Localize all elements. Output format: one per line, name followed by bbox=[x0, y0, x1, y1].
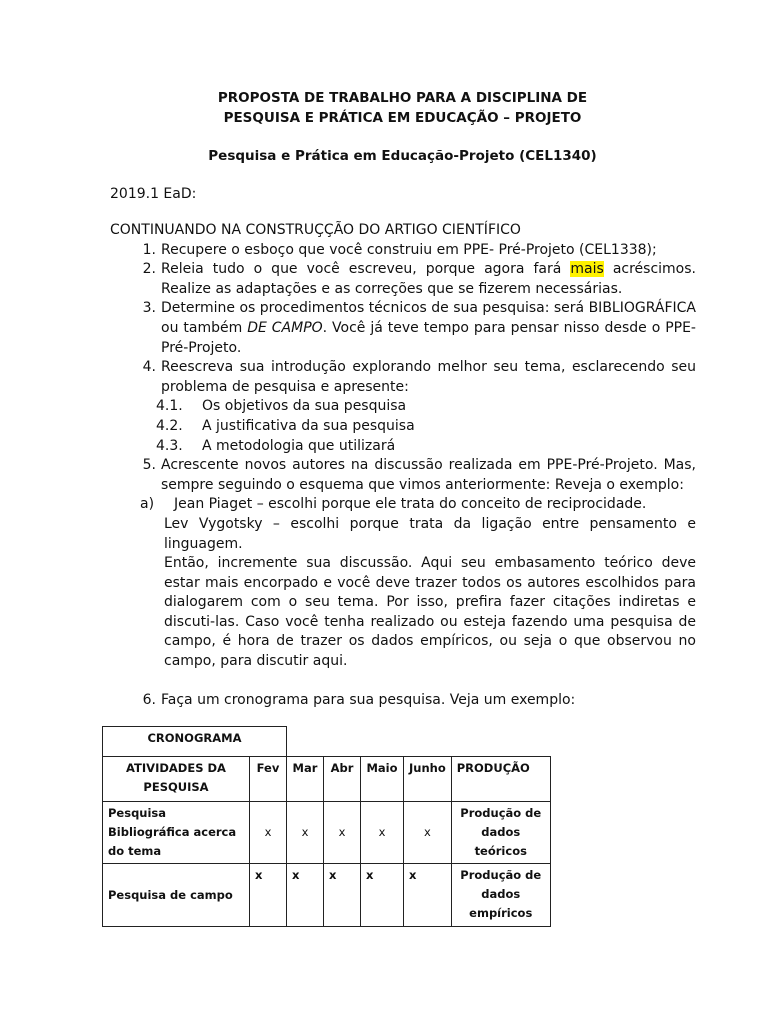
header-cell: Junho bbox=[404, 757, 452, 802]
instructions-body bbox=[110, 221, 696, 711]
document-title bbox=[110, 88, 695, 128]
section-heading: CONTINUANDO NA CONSTRUÇÇÃO DO ARTIGO CIENTÍFICO bbox=[110, 222, 521, 238]
list-number: 2. bbox=[142, 261, 156, 278]
header-cell: Abr bbox=[324, 757, 361, 802]
header-cell: Fev bbox=[250, 757, 287, 802]
lettered-item: a) Jean Piaget – escolhi porque ele trata do conceito de reciprocidade. bbox=[140, 496, 647, 513]
list-number: 4. bbox=[142, 359, 156, 376]
italic-text: DE CAMPO bbox=[247, 319, 323, 336]
semester-label: 2019.1 EaD: bbox=[110, 186, 197, 202]
list-item bbox=[110, 691, 696, 711]
activity-cell: Pesquisa Bibliográfica acerca do tema bbox=[103, 802, 250, 864]
list-text: Determine os procedimentos técnicos de sua pesquisa: será BIBLIOGRÁFICA ou também DE CAMPO. Você já teve tempo para pensar nisso desde o PPE-Pré-Projeto. bbox=[161, 300, 696, 356]
highlighted-word: mais bbox=[570, 261, 604, 278]
list-text: Releia tudo o que você escreveu, porque agora fará mais acréscimos. Realize as adaptações e as correções que se fizerem necessárias. bbox=[161, 261, 696, 297]
list-item bbox=[110, 456, 696, 495]
title-line-2: PESQUISA E PRÁTICA EM EDUCAÇÃO – PROJETO bbox=[223, 110, 582, 126]
sub-list-item: 4.2. A justificativa da sua pesquisa bbox=[156, 417, 415, 434]
table-row bbox=[103, 802, 551, 864]
header-cell: Maio bbox=[361, 757, 404, 802]
list-number: 6. bbox=[142, 692, 156, 709]
list-item bbox=[110, 299, 696, 358]
list-text: Recupere o esboço que você construiu em PPE- Pré-Projeto (CEL1338); bbox=[161, 241, 657, 258]
mark-cell: x bbox=[250, 802, 287, 864]
schedule-table bbox=[102, 726, 551, 927]
discussion-paragraph: Então, incremente sua discussão. Aqui seu embasamento teórico deve estar mais encorpado e você deve trazer todos os autores escolhidos para dialogarem com o seu tema. Por isso, prefira fazer citações indiretas e discuti-las. Caso você tenha realizado ou esteja fazendo uma pesquisa de campo, é hora de trazer os dados empíricos, ou seja o que observou no campo, para discutir aqui. bbox=[164, 555, 696, 670]
mark-cell: x bbox=[324, 802, 361, 864]
sub-list-item: 4.1. Os objetivos da sua pesquisa bbox=[156, 398, 407, 415]
list-number: 5. bbox=[142, 457, 156, 474]
list-number: 1. bbox=[142, 241, 156, 258]
header-cell: PRODUÇÃO bbox=[451, 757, 550, 802]
mark-cell: x bbox=[404, 802, 452, 864]
list-text: Acrescente novos autores na discussão realizada em PPE-Pré-Projeto. Mas, sempre seguindo o esquema que vimos anteriormente: Reveja o exemplo: bbox=[161, 457, 696, 493]
list-number: 3. bbox=[142, 300, 156, 317]
list-item bbox=[110, 358, 696, 397]
list-text: Reescreva sua introdução explorando melhor seu tema, esclarecendo seu problema de pesquisa e apresente: bbox=[161, 359, 696, 395]
mark-cell: x bbox=[287, 802, 324, 864]
vygotsky-line: Lev Vygotsky – escolhi porque trata da ligação entre pensamento e linguagem. bbox=[164, 515, 696, 552]
mark-cell: x bbox=[250, 864, 287, 927]
sub-list-item: 4.3. A metodologia que utilizará bbox=[156, 437, 396, 454]
activity-cell: Pesquisa de campo bbox=[103, 864, 250, 927]
table-header-row bbox=[103, 757, 551, 802]
mark-cell: x bbox=[287, 864, 324, 927]
mark-cell: x bbox=[324, 864, 361, 927]
production-cell: Produção de dados empíricos bbox=[451, 864, 550, 927]
list-item bbox=[110, 260, 696, 299]
title-line-1: PROPOSTA DE TRABALHO PARA A DISCIPLINA DE bbox=[217, 90, 588, 106]
mark-cell: x bbox=[404, 864, 452, 927]
header-cell: ATIVIDADES DA PESQUISA bbox=[103, 757, 250, 802]
production-cell: Produção de dados teóricos bbox=[451, 802, 550, 864]
list-text: Faça um cronograma para sua pesquisa. Veja um exemplo: bbox=[161, 692, 576, 709]
mark-cell: x bbox=[361, 864, 404, 927]
table-caption: CRONOGRAMA bbox=[103, 727, 287, 757]
mark-cell: x bbox=[361, 802, 404, 864]
header-cell: Mar bbox=[287, 757, 324, 802]
table-row bbox=[103, 864, 551, 927]
list-item bbox=[110, 241, 696, 261]
course-subtitle: Pesquisa e Prática em Educação-Projeto (CEL1340) bbox=[208, 148, 597, 164]
